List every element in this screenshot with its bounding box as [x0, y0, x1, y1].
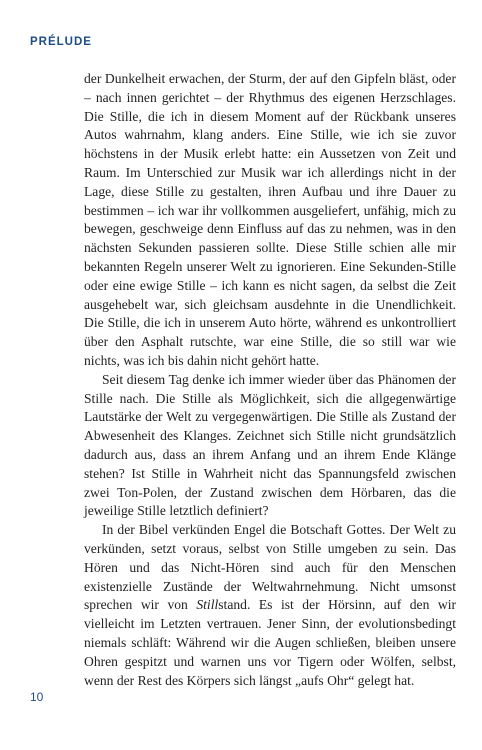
- italic-emphasis: Still: [196, 597, 219, 613]
- body-text: [84, 70, 456, 690]
- paragraph: [84, 521, 456, 690]
- paragraph: [84, 371, 456, 521]
- page-number: 10: [30, 690, 44, 704]
- paragraph-text: stand. Es ist der Hörsinn, auf den wir vielleicht im Letzten vertrauen. Jener Sinn, der evolutionsbedingt niemals schläft: Während wir die Augen schließen, bleiben unsere Ohren gespitzt und warnen uns vor Tigern oder Wölfen, selbst, wenn der Rest des Körpers sich längst „aufs Ohr“ gelegt hat.: [84, 597, 456, 688]
- paragraph-text: der Dunkelheit erwachen, der Sturm, der auf den Gipfeln bläst, oder – nach innen gerichtet – der Rhythmus des eigenen Herzschlages. Die Stille, die ich in diesem Moment auf der Rückbank unseres Autos wahrnahm, klang anders. Eine Stille, wie ich sie zuvor höchstens in der Musik erlebt hatte: ein Aussetzen von Zeit und Raum. Im Unterschied zur Musik war ich allerdings nicht in der Lage, diese Stille zu gestalten, ihren Aufbau und ihre Dauer zu bestimmen – ich war ihr vollkommen ausgeliefert, unfähig, mich zu bewegen, geschweige denn Einfluss auf das zu nehmen, was in den nächsten Sekunden passieren sollte. Diese Stille schien alle mir bekannten Regeln unserer Welt zu ignorieren. Eine Sekunden-Stille oder eine ewige Stille – ich kann es nicht sagen, da selbst die Zeit ausgehebelt war, sich gleichsam ausdehnte in die Unendlichkeit. Die Stille, die ich in unserem Auto hörte, während es unkontrolliert über den Asphalt rutschte, war eine Stille, die so still war wie nichts, was ich bis dahin nicht gehört hatte.: [84, 71, 456, 368]
- paragraph-text: In der Bibel verkünden Engel die Botschaft Gottes. Der Welt zu verkünden, setzt voraus, selbst von Stille umgeben zu sein. Das Hören und das Nicht-Hören sind auch für den Menschen existenzielle Zustände der Weltwahrnehmung. Nicht umsonst sprechen wir von: [84, 522, 456, 613]
- paragraph: [84, 70, 456, 371]
- paragraph-text: Seit diesem Tag denke ich immer wieder über das Phänomen der Stille nach. Die Stille als Möglichkeit, sich die allgegenwärtige Lautstärke der Welt zu vergegenwärtigen. Die Stille als Zustand der Abwesenheit des Klanges. Zeichnet sich Stille nicht grundsätzlich dadurch aus, dass an ihrem Anfang und an ihrem Ende Klänge stehen? Ist Stille in Wahrheit nicht das Spannungsfeld zwischen zwei Ton-Polen, der Zustand zwischen dem Hörbaren, das die jeweilige Stille letztlich definiert?: [84, 371, 456, 519]
- running-head: PRÉLUDE: [30, 36, 92, 48]
